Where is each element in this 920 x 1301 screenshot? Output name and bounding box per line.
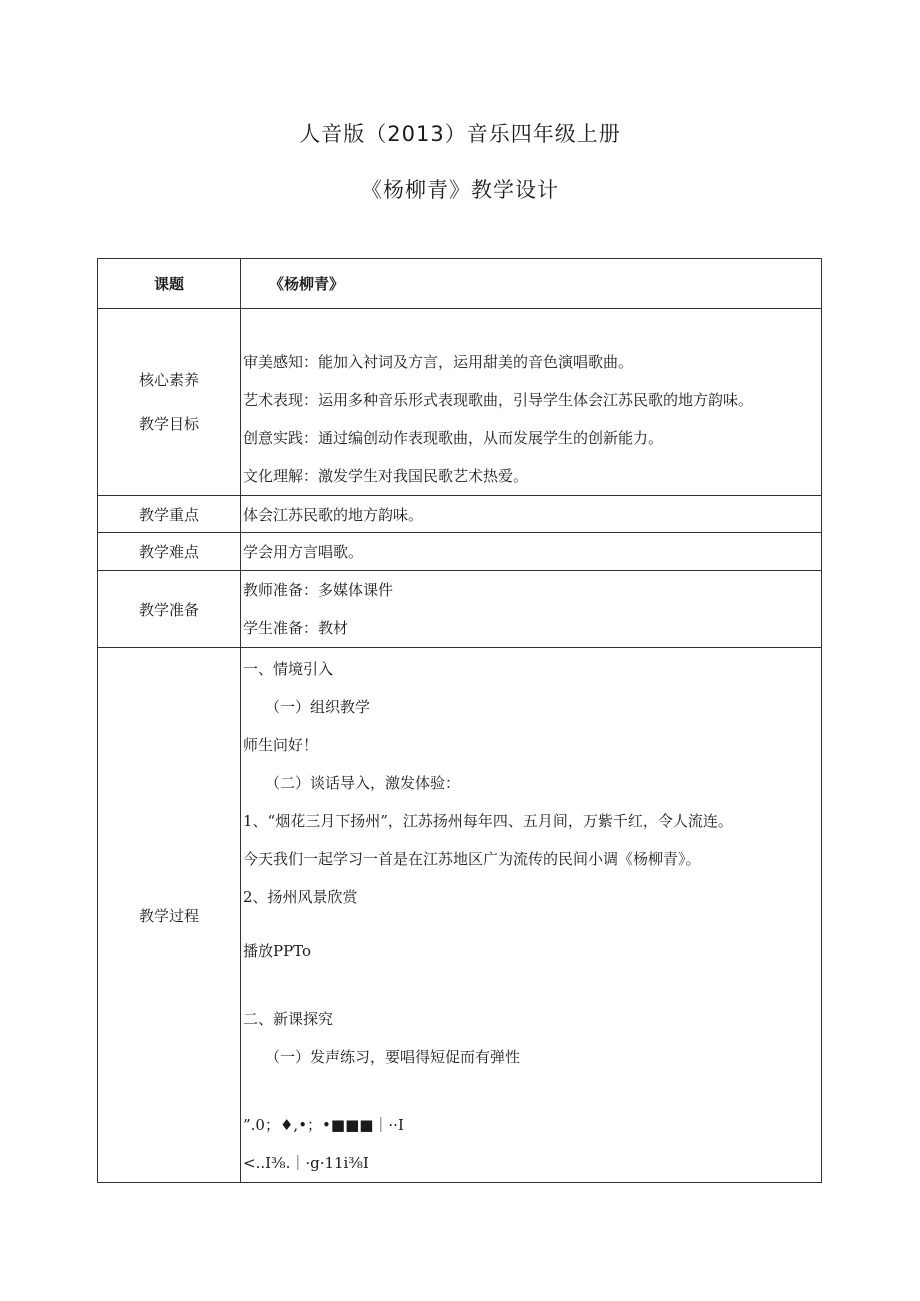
process-subsection-3: （一）发声练习，要唱得短促而有弹性: [265, 1048, 521, 1066]
process-subsection-1: （一）组织教学: [265, 698, 371, 716]
preparation-teacher: 教师准备：多媒体课件: [243, 581, 394, 599]
process-intro: 今天我们一起学习一首是在江苏地区广为流传的民间小调《杨柳青》。: [243, 850, 701, 868]
preparation-student: 学生准备：教材: [243, 619, 349, 637]
table-row-preparation: [98, 571, 822, 648]
objective-aesthetic: 审美感知：能加入衬词及方言，运用甜美的音色演唱歌曲。: [243, 353, 634, 371]
process-section-1: 一、情境引入: [243, 660, 334, 678]
objective-artistic: 艺术表现：运用多种音乐形式表现歌曲，引导学生体会江苏民歌的地方韵味。: [243, 391, 754, 409]
key-points-label: 教学重点: [98, 496, 241, 533]
difficulties-value: 学会用方言唱歌。: [241, 533, 822, 571]
process-notation-1: ”.0；♦,•；•■■■｜··I: [243, 1116, 404, 1134]
process-content: [241, 648, 822, 1183]
process-section-2: 二、新课探究: [243, 1010, 334, 1028]
topic-value: 《杨柳青》: [241, 259, 822, 309]
preparation-label: 教学准备: [98, 571, 241, 648]
document-subtitle: 《杨柳青》教学设计: [361, 178, 559, 202]
table-row-difficulties: [98, 533, 822, 571]
difficulties-label: 教学难点: [98, 533, 241, 571]
table-row-process: [98, 648, 822, 1183]
objectives-label: [98, 309, 241, 496]
process-item-2: 2、扬州风景欣赏: [243, 888, 358, 906]
objective-creative: 创意实践：通过编创动作表现歌曲，从而发展学生的创新能力。: [243, 429, 664, 447]
key-points-value: 体会江苏民歌的地方韵味。: [241, 496, 822, 533]
table-row-key-points: [98, 496, 822, 533]
lesson-plan-table: [97, 258, 822, 1183]
document-title: 人音版（2013）音乐四年级上册: [299, 122, 621, 146]
process-notation-2: <..I⅜.｜·g·11i⅜I: [243, 1154, 369, 1172]
process-label: 教学过程: [98, 648, 241, 1183]
objective-cultural: 文化理解：激发学生对我国民歌艺术热爱。: [243, 467, 529, 485]
objectives-label-line1: 核心素养: [138, 371, 199, 389]
preparation-content: [241, 571, 822, 648]
table-row-topic: [98, 259, 822, 309]
process-subsection-2: （二）谈话导入，激发体验：: [265, 774, 461, 792]
objectives-label-line2: 教学目标: [138, 415, 199, 433]
process-greeting: 师生问好！: [243, 736, 319, 754]
process-play-ppt: 播放PPTo: [243, 942, 312, 960]
table-row-objectives: [98, 309, 822, 496]
topic-label: 课题: [98, 259, 241, 309]
objectives-content: [241, 309, 822, 496]
process-item-1: 1、“烟花三月下扬州”，江苏扬州每年四、五月间，万紫千红，令人流连。: [243, 812, 733, 830]
